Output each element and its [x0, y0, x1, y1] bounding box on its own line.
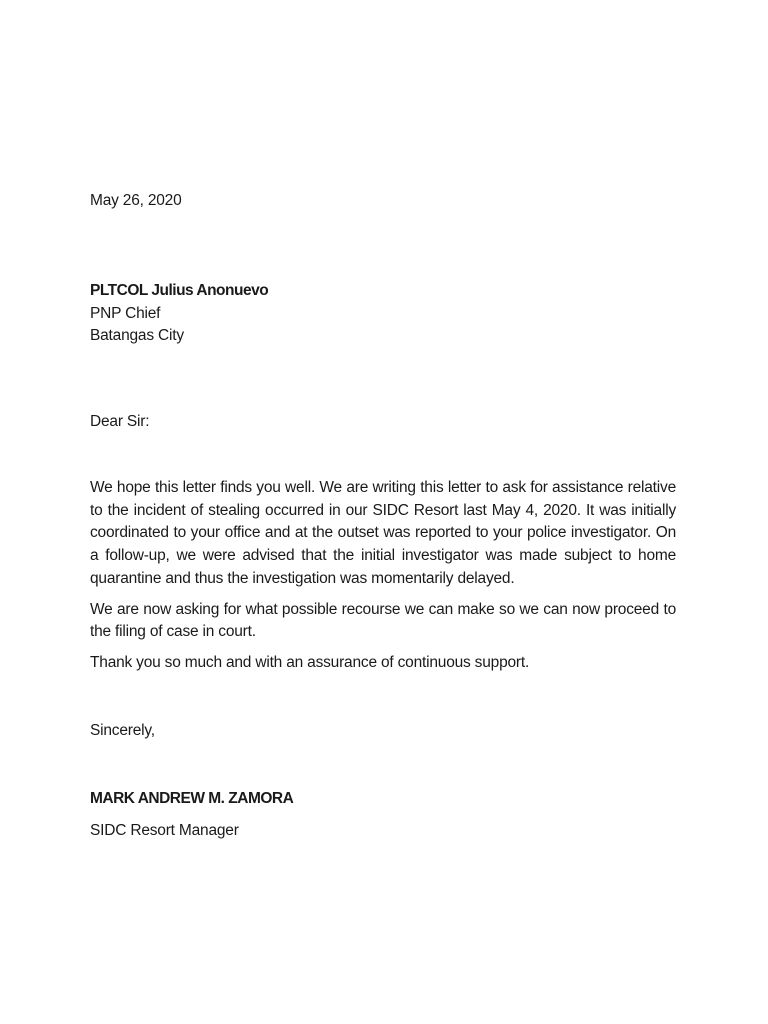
letter-body: [90, 477, 676, 683]
body-paragraph-2: We are now asking for what possible recourse we can make so we can now proceed to the filing of case in court.: [90, 600, 676, 641]
body-paragraph-3: Thank you so much and with an assurance of continuous support.: [90, 653, 530, 671]
closing: Sincerely,: [90, 722, 155, 739]
recipient-name: PLTCOL Julius Anonuevo: [90, 282, 269, 299]
letter-date: May 26, 2020: [90, 192, 182, 209]
signer-title: SIDC Resort Manager: [90, 822, 239, 839]
body-paragraph-1: We hope this letter finds you well. We are writing this letter to ask for assistance relative to the incident of stealing occurred in our SIDC Resort last May 4, 2020. It was initially coordinated to your office and at the outset was reported to your police investigator. On a follow-up, we were advised that the initial investigator was made subject to home quarantine and thus the investigation was momentarily delayed.: [90, 479, 676, 587]
recipient-location: Batangas City: [90, 327, 184, 344]
recipient-title: PNP Chief: [90, 304, 161, 322]
signer-name: MARK ANDREW M. ZAMORA: [90, 790, 294, 807]
recipient-block: [90, 280, 676, 348]
salutation: Dear Sir:: [90, 413, 150, 430]
